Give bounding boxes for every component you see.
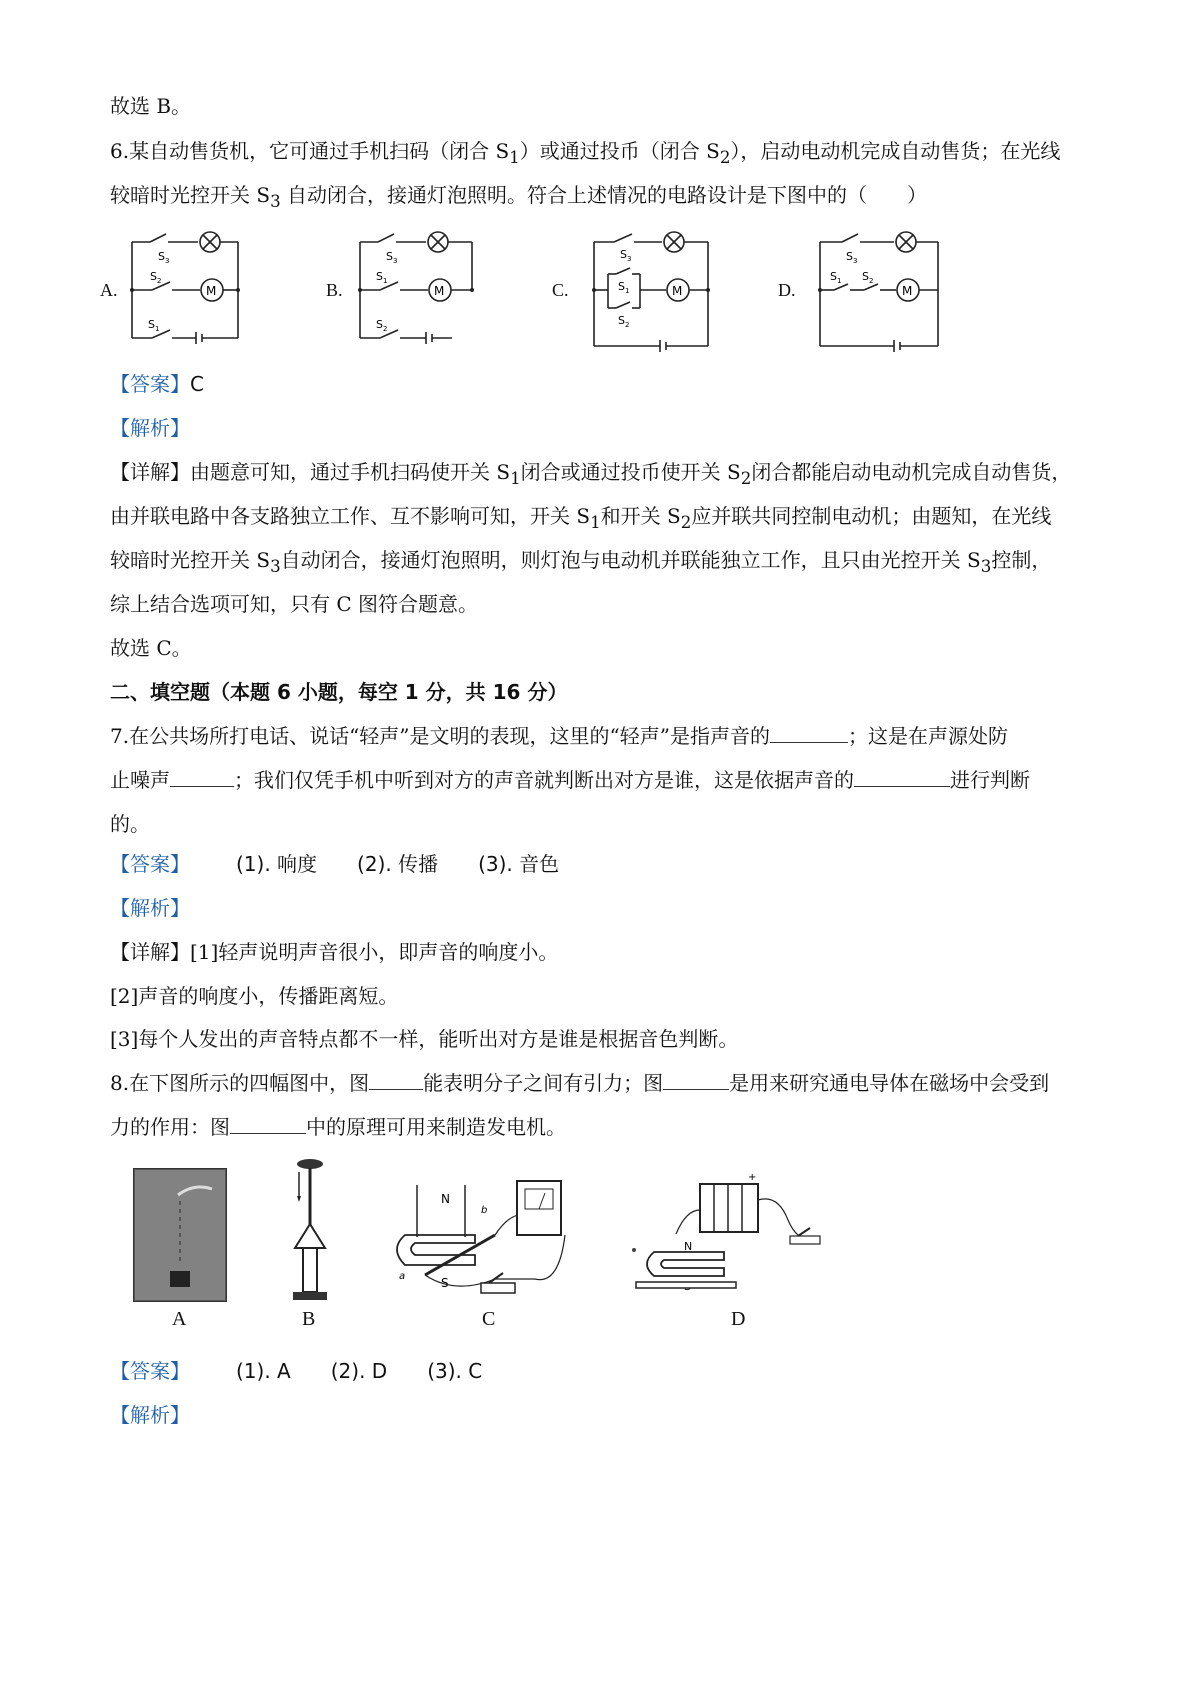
svg-text:2: 2 [383,325,388,333]
svg-text:M: M [672,284,683,298]
figure-d-motor-principle [630,1170,840,1300]
figure-d-label: D [731,1308,746,1330]
figure-a-label: A [172,1308,187,1330]
svg-text:S: S [386,250,393,263]
detail-7-line-3: [3]每个人发出的声音特点都不一样，能听出对方是谁是根据音色判断。 [110,1027,739,1051]
section-2-heading: 二、填空题（本题 6 小题，每空 1 分，共 16 分） [110,680,568,704]
analysis-8-tag: 【解析】 [110,1403,190,1427]
option-b-label: B. [326,280,343,300]
svg-text:S: S [158,250,165,263]
analysis-7-tag: 【解析】 [110,896,190,920]
detail-7-line-1: 【详解】[1]轻声说明声音很小，即声音的响度小。 [110,940,559,964]
svg-text:a: a [399,1271,406,1282]
svg-text:S: S [148,318,155,331]
answer-8: 【答案】 (1). A (2). D (3). C [110,1359,483,1383]
svg-text:S: S [376,318,383,331]
question-6-line-1: 6.某自动售货机，它可通过手机扫码（闭合 $S_1$）或通过投币（闭合 $S_2$），启动电动机完成自动售货；在光线 [110,139,1061,167]
option-d-label: D. [778,280,796,300]
svg-text:2: 2 [869,277,874,285]
question-7-line-1: 7.在公共场所打电话、说话“轻声”是文明的表现，这里的“轻声”是指声音的 ；这是在声源处防 [110,724,1008,748]
answer-6: 【答案】C [110,372,204,396]
blank-1 [770,722,848,743]
svg-text:M: M [434,284,445,298]
svg-text:3: 3 [165,257,170,265]
svg-text:S: S [376,270,383,283]
svg-text:3: 3 [853,257,858,265]
figure-b-label: B [302,1308,316,1330]
blank-3 [854,766,950,787]
blank-5 [663,1069,729,1090]
svg-text:N: N [441,1192,450,1206]
detail-6-line-4: 综上结合选项可知，只有 C 图符合题意。 [110,592,479,616]
option-a-label: A. [100,280,118,300]
detail-6-line-1: 【详解】由题意可知，通过手机扫码使开关 $S_1$闭合或通过投币使开关 $S_2$闭合都能启动电动机完成自动售货， [110,460,1072,488]
svg-text:N: N [684,1240,693,1253]
svg-text:1: 1 [837,277,842,285]
figure-c-label: C [482,1308,496,1330]
svg-text:S: S [441,1276,449,1290]
detail-7-line-2: [2]声音的响度小，传播距离短。 [110,984,399,1008]
svg-text:3: 3 [627,255,632,263]
figure-c-electromagnetic-induction [385,1175,585,1305]
svg-text:1: 1 [155,325,160,333]
svg-text:S: S [618,314,625,327]
svg-text:S: S [150,270,157,283]
svg-text:S: S [830,270,837,283]
svg-text:M: M [206,284,217,298]
circuit-diagram-d [808,228,948,353]
svg-text:M: M [902,284,913,298]
detail-6-line-3: 较暗时光控开关 $S_3$自动闭合，接通灯泡照明，则灯泡与电动机并联能独立工作，且只由光控开关 $S_3$控制， [110,548,1052,576]
line-choose-b: 故选 B。 [110,94,192,118]
svg-text:3: 3 [393,257,398,265]
svg-text:2: 2 [157,277,162,285]
circuit-diagram-a [120,228,250,353]
detail-6-line-2: 由并联电路中各支路独立工作、互不影响可知，开关 $S_1$和开关 $S_2$应并联共同控制电动机；由题知，在光线 [110,504,1052,532]
circuit-diagram-b [348,228,483,353]
question-6-line-2: 较暗时光控开关 $S_3$ 自动闭合，接通灯泡照明。符合上述情况的电路设计是下图中的（ ） [110,183,928,211]
svg-text:+: + [748,1172,757,1183]
question-8-line-1: 8.在下图所示的四幅图中，图 能表明分子之间有引力；图 是用来研究通电导体在磁场中会受到 [110,1071,1050,1095]
svg-text:S: S [620,248,627,261]
svg-text:S: S [618,280,625,293]
circuit-diagram-c [582,228,717,353]
figure-a-lead-blocks [130,1165,230,1305]
question-8-line-2: 力的作用：图 中的原理可用来制造发电机。 [110,1115,566,1139]
svg-text:1: 1 [625,287,630,295]
svg-text:S: S [846,250,853,263]
blank-4 [369,1069,423,1090]
svg-text:2: 2 [625,321,630,329]
answer-7: 【答案】 (1). 响度 (2). 传播 (3). 音色 [110,852,560,876]
svg-text:S: S [862,270,869,283]
question-7-line-3: 的。 [110,812,150,836]
svg-text:1: 1 [383,277,388,285]
svg-text:b: b [481,1205,488,1216]
question-7-line-2: 止噪声 ；我们仅凭手机中听到对方的声音就判断出对方是谁，这是依据声音的 进行判断 [110,768,1030,792]
analysis-6-tag: 【解析】 [110,416,190,440]
option-c-label: C. [552,280,569,300]
blank-6 [230,1113,306,1134]
figure-b-apparatus [285,1158,335,1308]
blank-2 [170,766,234,787]
detail-6-line-5: 故选 C。 [110,636,192,660]
